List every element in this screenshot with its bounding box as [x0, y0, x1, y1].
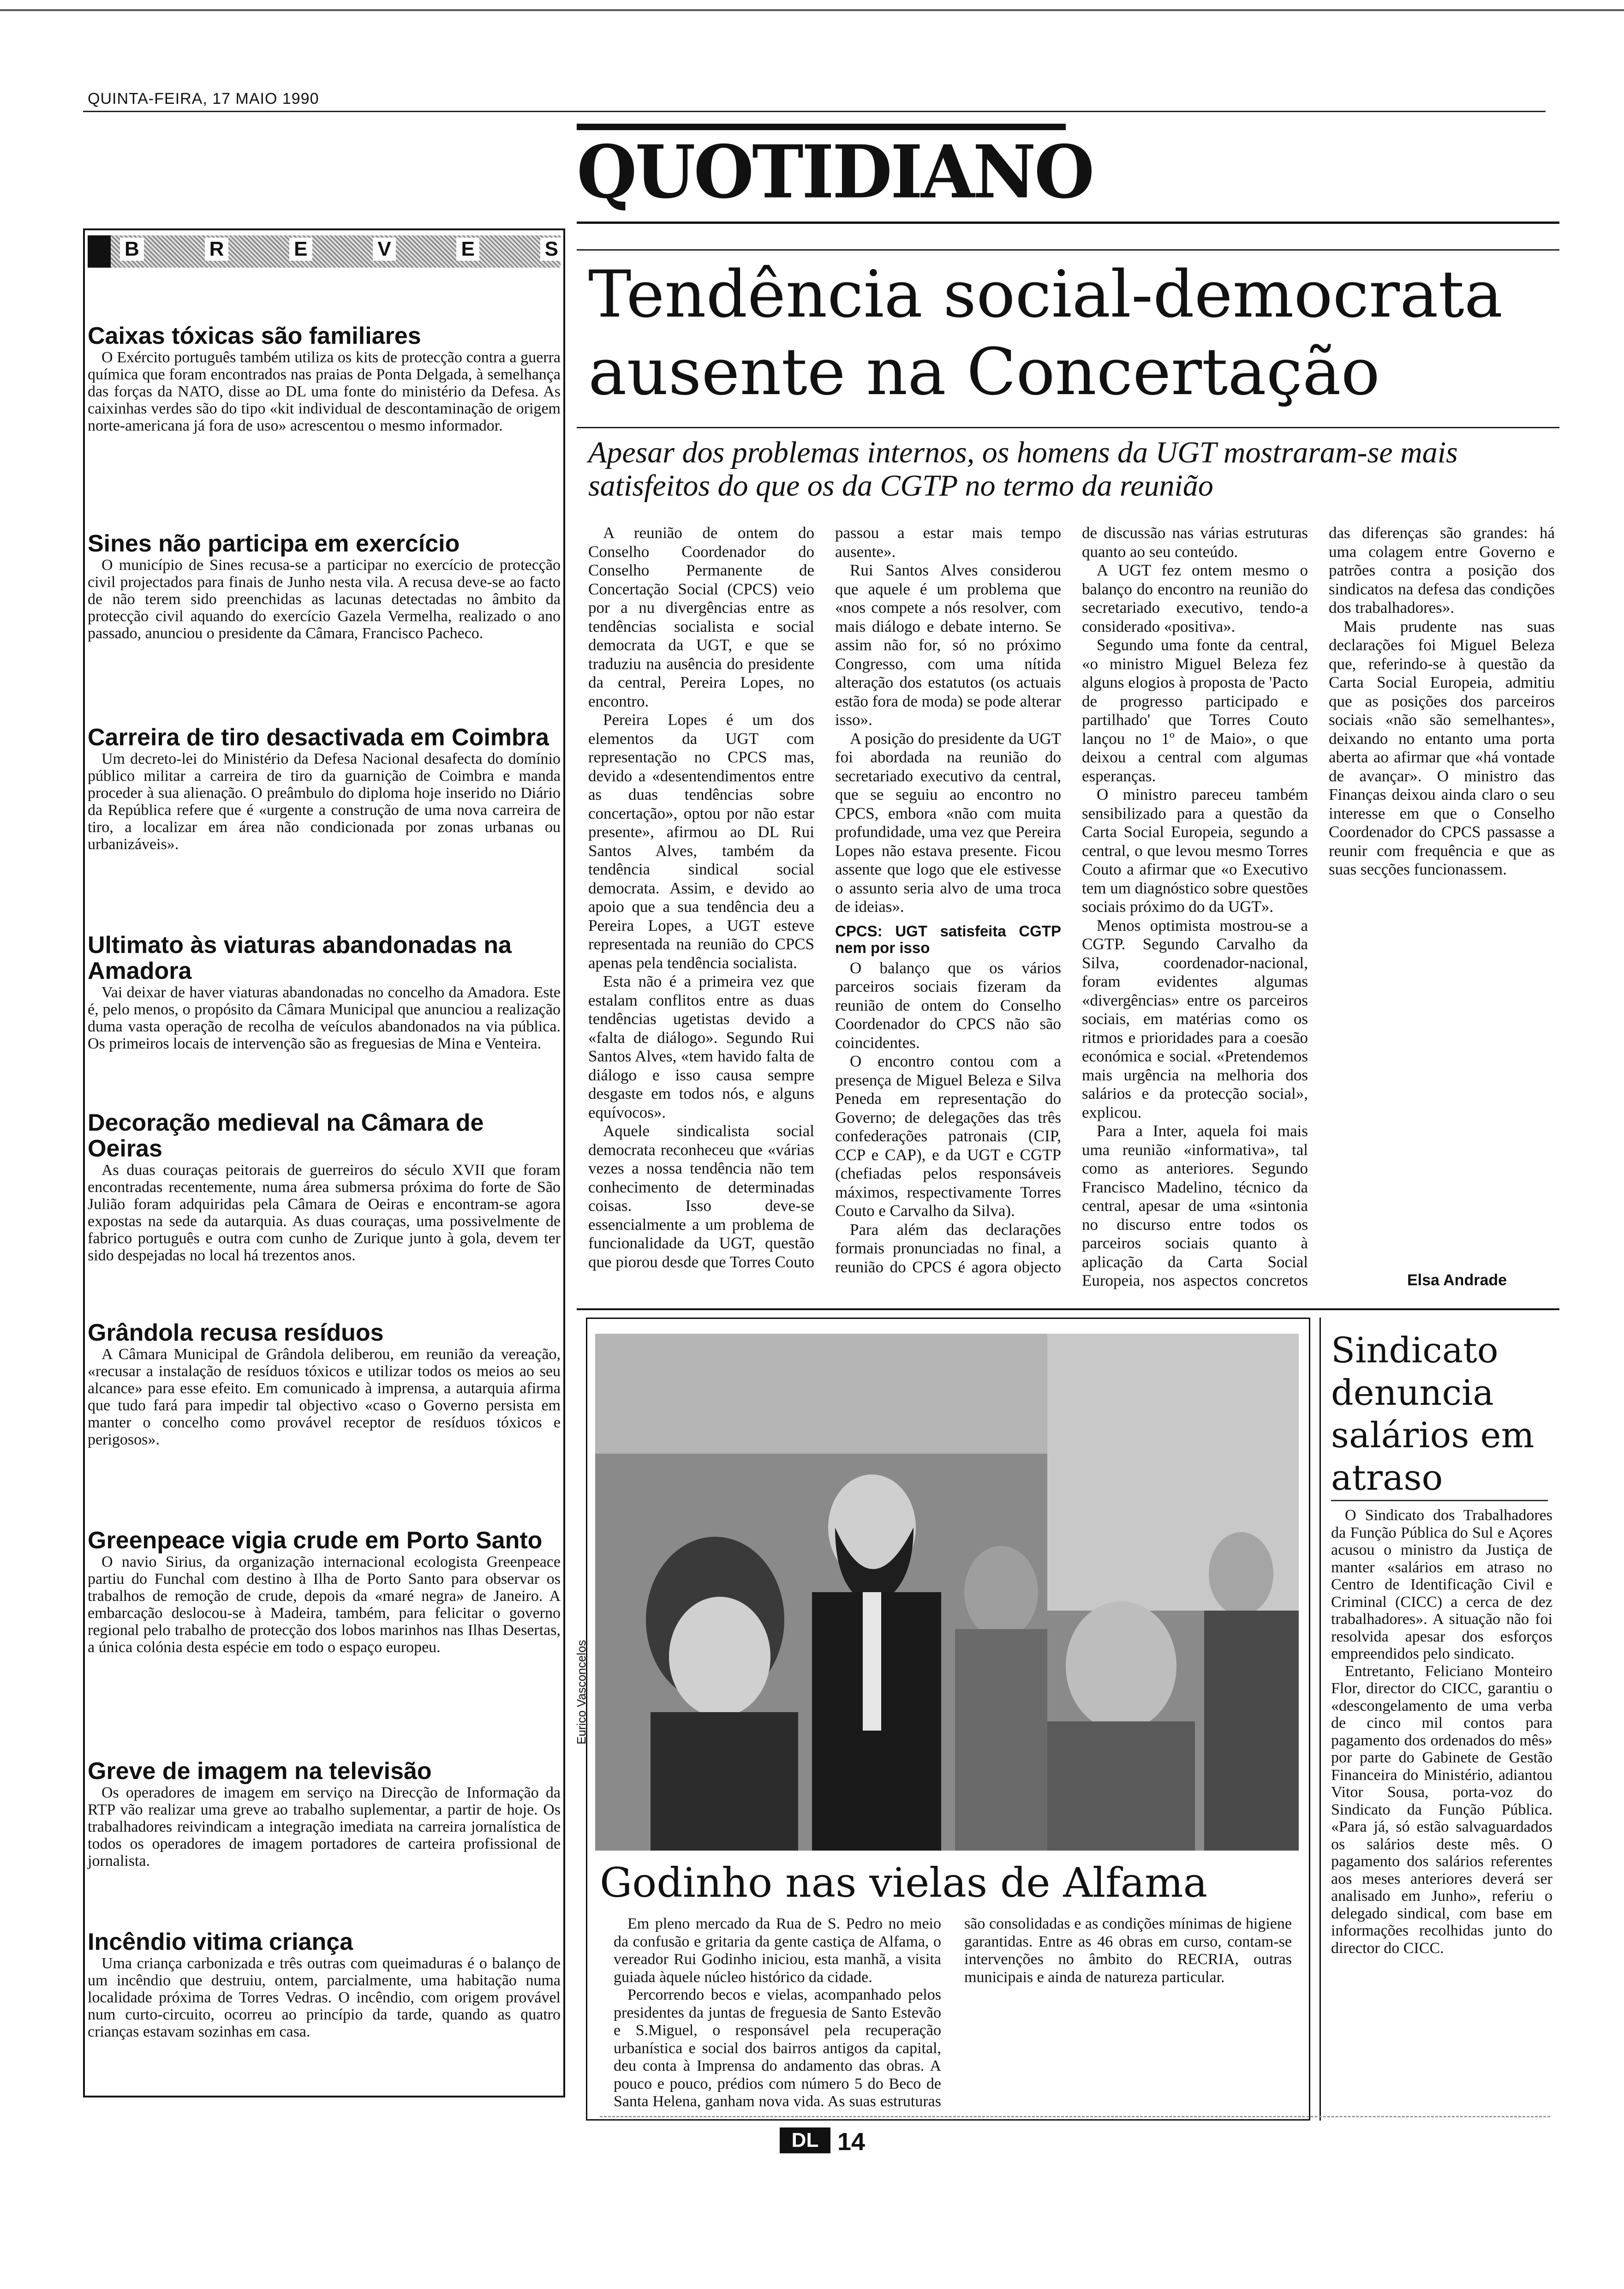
- breves-letter: R: [205, 238, 229, 261]
- brief-text: Vai deixar de haver viaturas abandonadas no concelho da Amadora. Este é, pelo menos, o propósito da Câmara Municipal que anunciou a realização duma vasta operação de recolha de veículos abandonados na via pública. Os primeiros locais de intervenção são as freguesias de Mina e Venteira.: [88, 984, 561, 1052]
- photo-story-paragraph: Percorrendo becos e vielas, acompanhado pelos presidentes da juntas de freguesia de Santo Estevão e S.Miguel, o responsável pela recuperação urbanística e social dos bairros antigos da capital, deu conta à Imprensa do andamento das obras. A pouco e pouco, prédios com número 5 do Beco de Santa Helena, ganham nova vida. As suas estruturas são consolidadas e as condições mínimas de higiene garantidas. Entre as 46 obras em curso, contam-se intervenções no âmbito do RECRIA, outras municipais e ainda de natureza particular.: [614, 1915, 1292, 2110]
- brief-title: Greenpeace vigia crude em Porto Santo: [88, 1527, 543, 1554]
- article-paragraph: O balanço que os vários parceiros sociais fizeram da reunião de ontem do Conselho Coordenador do CPCS não são coincidentes.: [835, 959, 1061, 1052]
- brief-item: [88, 1320, 561, 1448]
- sindicato-paragraph: O Sindicato dos Trabalhadores da Função Pública do Sul e Açores acusou o ministro da Justiça de manter «salários em atraso no Centro de Identificação Civil e Criminal (CICC) a cerca de dez trabalhadores». A situação não foi resolvida apesar dos esforços empreendidos pelo sindicato.: [1331, 1507, 1552, 1662]
- dateline: QUINTA-FEIRA, 17 MAIO 1990: [88, 90, 319, 108]
- article-paragraph: A UGT fez ontem mesmo o balanço do encontro na reunião do secretariado executivo, tendo-a considerado «positiva».: [1082, 561, 1308, 635]
- brief-item: [88, 1758, 561, 1870]
- brief-item: [88, 1528, 561, 1656]
- article-body: [588, 524, 1555, 1299]
- article-paragraph: O encontro contou com a presença de Miguel Beleza e Silva Peneda em representação do Governo; de delegações das três confederações patronais (CIP, CCP e CAP), e da UGT e CGTP (chefiadas pelos responsáveis máximos, respectivamente Torres Couto e Carvalho da Silva).: [835, 1052, 1061, 1220]
- article-paragraph: Pereira Lopes é um dos elementos da UGT com representação no CPCS mas, devido a «desentendimentos entre as duas tendências sobre concertação», optou por não estar presente», afirmou ao DL Rui Santos Alves, também da tendência sindical social democrata. Assim, e devido ao apoio que a sua tendência deu a Pereira Lopes, a UGT esteve representada na reunião do CPCS apenas pela tendência socialista.: [588, 711, 814, 972]
- article-subhead: CPCS: UGT satisfeita CGTP nem por isso: [835, 922, 1061, 956]
- top-border: [0, 9, 1624, 11]
- headline-rule: [577, 249, 1559, 251]
- photo-story-paragraph: Em pleno mercado da Rua de S. Pedro no meio da confusão e gritaria da gente castiça de Alfama, o vereador Rui Godinho iniciou, esta manhã, a visita guiada àquele núcleo histórico da cidade.: [614, 1915, 941, 1986]
- article-paragraph: Segundo uma fonte da central, «o ministro Miguel Beleza fez alguns elogios à proposta de 'Pacto de progresso participado e partilhado' que Torres Couto lançou no 1º de Maio», o que deixou a central com algumas esperanças.: [1082, 636, 1308, 785]
- breves-letter: B: [120, 238, 144, 261]
- article-paragraph: A reunião de ontem do Conselho Coordenador do Conselho Permanente de Concertação Social (CPCS) veio por a nu divergências entre as tendências socialista e social democrata da UGT, e que se traduziu na ausência do presidente da central, Pereira Lopes, no encontro.: [588, 524, 814, 710]
- brief-item: [88, 725, 561, 853]
- sindicato-body: [1331, 1507, 1552, 1957]
- brief-text: Uma criança carbonizada e três outras com queimaduras é o balanço de um incêndio que destruiu, ontem, parcialmente, uma habitação numa localidade próxima de Torres Vedras. O incêndio, com origem provável num curto-circuito, ocorreu ao princípio da tarde, quando as quatro crianças estavam sozinhas em casa.: [88, 1955, 561, 2040]
- dl-logo: [780, 2127, 830, 2153]
- breves-letter: V: [373, 238, 395, 261]
- brief-title: Grândola recusa resíduos: [88, 1319, 384, 1346]
- sindicato-headline: Sindicato denuncia salários em atraso: [1331, 1330, 1534, 1498]
- brief-item: [88, 323, 561, 434]
- article-paragraph: Menos optimista mostrou-se a CGTP. Segundo Carvalho da Silva, coordenador-nacional, foram evidentes algumas «divergências» entre os parceiros sociais, em matérias como os ritmos e prioridades para a coesão económica e social. «Pretendemos mais urgência na melhoria dos salários e da protecção social», explicou.: [1082, 916, 1308, 1121]
- photo-story-headline: Godinho nas vielas de Alfama: [600, 1859, 1208, 1906]
- brief-text: O município de Sines recusa-se a participar no exercício de protecção civil projectados para finais de Junho nesta vila. A recusa deve-se ao facto de não terem sido preenchidas as lacunas detectadas no âmbito da protecção civil aquando do exercício Gazela Vermelha, realizado o ano passado, anunciou o presidente da Câmara, Francisco Pacheco.: [88, 557, 561, 642]
- section-title: QUOTIDIANO: [577, 129, 1093, 215]
- article-rule: [577, 1308, 1559, 1310]
- headline-line: ausente na Concertação: [588, 335, 1380, 410]
- sindicato-paragraph: Entretanto, Feliciano Monteiro Flor, director do CICC, garantiu o «descongelamento de uma verba de cinco mil contos para pagamento dos ordenados do mês» por parte do Gabinete de Gestão Financeira do Ministério, adiantou Vitor Sousa, porta-voz do Sindicato da Função Pública. «Para já, só estão salvaguardados os salários deste mês. O pagamento dos salários referentes aos meses anteriores deverá ser analisado em Junho», referiu o delegado sindical, com base em informações recolhidas junto do director do CICC.: [1331, 1662, 1552, 1957]
- headline-line: Tendência social-democrata: [588, 257, 1503, 332]
- article-paragraph: Para além das declarações formais pronunciadas no final, a reunião do CPCS é agora objecto de discussão nas várias estruturas quanto ao seu conteúdo.: [835, 524, 1308, 1276]
- brief-item: [88, 932, 561, 1052]
- brief-title: Greve de imagem na televisão: [88, 1758, 432, 1785]
- breves-letter: E: [456, 238, 479, 261]
- brief-text: Um decreto-lei do Ministério da Defesa Nacional desafecta do domínio público militar a carreira de tiro da guarnição de Coimbra e manda proceder à sua alienação. O preâmbulo do diploma hoje inserido no Diário da República refere que é «urgente a construção de uma nova carreira de tiro, a localizar em área não condicionada por zonas urbanas ou urbanizáveis».: [88, 750, 561, 853]
- article-paragraph: Aquele sindicalista social democrata reconheceu que «várias vezes a nossa tendência não tem conhecimento de determinadas coisas. Isso deve-se essencialmente a um problema de funcionalidade da UGT, questão que piorou desde que Torres Couto passou a estar mais tempo ausente».: [588, 524, 1061, 1271]
- bottom-rule: [600, 2116, 1550, 2118]
- photo-story-body: [614, 1915, 1292, 2114]
- brief-text: O Exército português também utiliza os kits de protecção contra a guerra química que foram encontrados nas praias de Ponta Delgada, à semelhança das forças da NATO, disse ao DL uma fonte do ministério da Defesa. As caixinhas verdes são do tipo «kit individual de descontaminação de origem norte-americana já fora de uso» acrescentou o mesmo informador.: [88, 349, 561, 434]
- article-paragraph: A posição do presidente da UGT foi abordada na reunião do secretariado executivo da central, que se seguiu ao encontro no CPCS, embora «não com muita profundidade, uma vez que Pereira Lopes não estava presente. Ficou assente que logo que ele estivesse o assunto seria alvo de uma troca de ideias».: [835, 729, 1061, 916]
- breves-letter: E: [289, 238, 312, 261]
- article-paragraph: O ministro pareceu também sensibilizado para a questão da Carta Social Europeia, segundo a central, o que levou mesmo Torres Couto a afirmar que «o Executivo tem um diagnóstico sobre questões sociais próximo do da UGT».: [1082, 785, 1308, 916]
- article-paragraph: Rui Santos Alves considerou que aquele é um problema que «nos compete a nós resolver, com mais diálogo e debate interno. Se assim não for, só no próximo Congresso, com uma nítida alteração dos estatutos (os actuais estão fora de moda) se pode alterar isso».: [835, 561, 1061, 729]
- sindicato-rule: [1331, 1500, 1548, 1501]
- brief-item: [88, 1110, 561, 1264]
- brief-text: O navio Sirius, da organização internacional ecologista Greenpeace partiu do Funchal com destino à Ilha de Porto Santo para observar os trabalhos de remoção de crude, depois da «maré negra» de Janeiro. A embarcação deslocou-se à Madeira, também, para felicitar o governo regional pelo trabalho de protecção dos lobos marinhos nas Ilhas Desertas, a única colónia desta espécie em todo o espaço europeu.: [88, 1553, 561, 1656]
- dl-logo-text: DL: [791, 2129, 819, 2151]
- brief-text: As duas couraças peitorais de guerreiros do século XVII que foram encontradas recentemente, numa área submersa próxima do forte de São Julião foram adquiridas pela Câmara de Oeiras e encontram-se agora expostas na sede da autarquia. As duas couraças, uma possivelmente de fabrico português e outra com cunho de Zurique junto à gola, devem ter sido despejadas no local há trezentos anos.: [88, 1162, 561, 1264]
- header-rule: [83, 111, 1546, 112]
- brief-item: [88, 531, 561, 642]
- breves-label: [120, 238, 563, 261]
- photo-illustration: [595, 1334, 1299, 1851]
- brief-item: [88, 1929, 561, 2040]
- breves-letter: S: [540, 238, 563, 261]
- section-rule: [577, 222, 1559, 224]
- article-headline: [588, 256, 1557, 411]
- headline-rule: [577, 427, 1559, 428]
- article-paragraph: Para a Inter, aquela foi mais uma reunião «informativa», tal como as anteriores. Segundo Francisco Madelino, técnico da central, apesar de uma «sintonia no discurso entre todos os parceiros sociais quanto à aplicação da Carta Social Europeia, nos aspectos concretos das diferenças são grandes: há uma colagem entre Governo e patrões contra a posição dos sindicatos na defesa das condições dos trabalhadores».: [1082, 524, 1555, 1289]
- news-photo: [595, 1334, 1299, 1851]
- brief-text: Os operadores de imagem em serviço na Direcção de Informação da RTP vão realizar uma greve ao trabalho suplementar, a partir de hoje. Os trabalhadores reivindicam a integração imediata na carreira jornalística de todos os operadores de imagem portadores de carteira profissional de jornalista.: [88, 1784, 561, 1870]
- standfirst: Apesar dos problemas internos, os homens da UGT mostraram-se mais satisfeitos do que os da CGTP no termo da reunião: [588, 436, 1458, 503]
- brief-title: Caixas tóxicas são familiares: [88, 323, 421, 349]
- brief-title: Carreira de tiro desactivada em Coimbra: [88, 724, 549, 751]
- brief-title: Ultimato às viaturas abandonadas na Amadora: [88, 932, 512, 984]
- brief-title: Sines não participa em exercício: [88, 530, 460, 557]
- article-paragraph: Esta não é a primeira vez que estalam conflitos entre as duas tendências ugetistas devido a «falta de diálogo». Segundo Rui Santos Alves, «tem havido falta de diálogo e isso causa sempre desgaste em todos nós, e alguns equívocos».: [588, 972, 814, 1121]
- breves-square: [88, 235, 111, 268]
- byline: Elsa Andrade: [1407, 1271, 1507, 1289]
- page-number: 14: [837, 2128, 866, 2156]
- brief-title: Decoração medieval na Câmara de Oeiras: [88, 1109, 484, 1162]
- article-paragraph: Mais prudente nas suas declarações foi Miguel Beleza que, referindo-se à questão da Carta Social Europeia, admitiu que as posições dos parceiros sociais «não são semelhantes», deixando no entanto uma porta aberta ao afirmar que «há vontade de avançar». O ministro das Finanças deixou ainda claro o seu interesse em que o Conselho Coordenador do CPCS passasse a reunir com frequência e que as suas secções funcionassem.: [1329, 617, 1555, 878]
- photo-credit: Eurico Vasconcelos: [574, 1640, 588, 1744]
- brief-text: A Câmara Municipal de Grândola deliberou, em reunião da vereação, «recusar a instalação de resíduos tóxicos e utilizar todos os meios ao seu alcance» para esse efeito. Em comunicado à imprensa, a autarquia afirma que tudo fará para impedir tal objectivo «caso o Governo persista em manter o concelho como provável receptor de resíduos tóxicos e perigosos».: [88, 1346, 561, 1448]
- brief-title: Incêndio vitima criança: [88, 1929, 353, 1955]
